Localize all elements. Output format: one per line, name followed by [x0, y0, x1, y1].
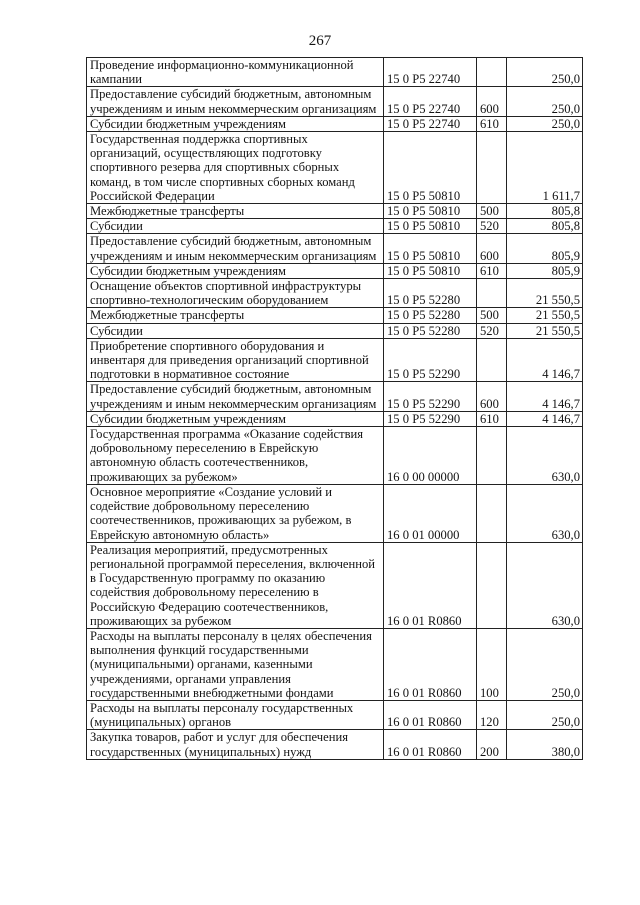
expense-type: 520 [477, 219, 507, 234]
amount: 250,0 [507, 700, 583, 729]
row-description: Государственная программа «Оказание содействия добровольному переселению в Еврейскую автономную область соотечественников, проживающих за рубежом» [87, 427, 384, 485]
table-row [87, 323, 583, 338]
table-row [87, 382, 583, 411]
table-row [87, 87, 583, 116]
expense-type: 200 [477, 730, 507, 759]
expense-type: 610 [477, 411, 507, 426]
row-description: Субсидии [87, 219, 384, 234]
target-code: 15 0 P5 22740 [384, 58, 477, 87]
expense-type: 600 [477, 234, 507, 263]
amount: 1 611,7 [507, 132, 583, 204]
target-code: 15 0 P5 52290 [384, 411, 477, 426]
table-row [87, 234, 583, 263]
target-code: 15 0 P5 52280 [384, 279, 477, 308]
target-code: 16 0 00 00000 [384, 427, 477, 485]
row-description: Предоставление субсидий бюджетным, автономным учреждениям и иным некоммерческим организациям [87, 382, 384, 411]
expense-type: 120 [477, 700, 507, 729]
expense-type: 500 [477, 308, 507, 323]
table-row [87, 628, 583, 700]
expense-type: 610 [477, 263, 507, 278]
row-description: Предоставление субсидий бюджетным, автономным учреждениям и иным некоммерческим организациям [87, 87, 384, 116]
target-code: 16 0 01 R0860 [384, 730, 477, 759]
target-code: 15 0 P5 22740 [384, 87, 477, 116]
table-row [87, 484, 583, 542]
expense-type: 500 [477, 204, 507, 219]
expense-type: 600 [477, 87, 507, 116]
amount: 805,8 [507, 204, 583, 219]
target-code: 15 0 P5 52280 [384, 323, 477, 338]
amount: 630,0 [507, 427, 583, 485]
budget-table-body [87, 58, 583, 760]
amount: 630,0 [507, 542, 583, 628]
table-row [87, 427, 583, 485]
table-row [87, 700, 583, 729]
table-row [87, 730, 583, 759]
amount: 4 146,7 [507, 382, 583, 411]
expense-type [477, 542, 507, 628]
expense-type: 100 [477, 628, 507, 700]
amount: 380,0 [507, 730, 583, 759]
expense-type [477, 279, 507, 308]
amount: 21 550,5 [507, 323, 583, 338]
table-row [87, 116, 583, 131]
amount: 250,0 [507, 116, 583, 131]
row-description: Государственная поддержка спортивных организаций, осуществляющих подготовку спортивного резерва для спортивных сборных команд, в том числе спортивных сборных команд Российской Федерации [87, 132, 384, 204]
table-row [87, 542, 583, 628]
expense-type [477, 427, 507, 485]
target-code: 15 0 P5 50810 [384, 263, 477, 278]
target-code: 15 0 P5 22740 [384, 116, 477, 131]
expense-type [477, 132, 507, 204]
table-row [87, 132, 583, 204]
amount: 250,0 [507, 58, 583, 87]
table-row [87, 411, 583, 426]
budget-table [86, 57, 583, 760]
amount: 21 550,5 [507, 279, 583, 308]
target-code: 16 0 01 R0860 [384, 628, 477, 700]
target-code: 15 0 P5 50810 [384, 219, 477, 234]
table-row [87, 338, 583, 382]
target-code: 16 0 01 R0860 [384, 700, 477, 729]
row-description: Субсидии бюджетным учреждениям [87, 263, 384, 278]
target-code: 16 0 01 R0860 [384, 542, 477, 628]
row-description: Межбюджетные трансферты [87, 204, 384, 219]
row-description: Субсидии [87, 323, 384, 338]
amount: 250,0 [507, 628, 583, 700]
row-description: Реализация мероприятий, предусмотренных региональной программой переселения, включенной в Государственную программу по оказанию содействия добровольному переселению в Российскую Федерацию соотечественников, проживающих за рубежом [87, 542, 384, 628]
target-code: 16 0 01 00000 [384, 484, 477, 542]
amount: 4 146,7 [507, 411, 583, 426]
row-description: Предоставление субсидий бюджетным, автономным учреждениям и иным некоммерческим организациям [87, 234, 384, 263]
expense-type: 520 [477, 323, 507, 338]
row-description: Оснащение объектов спортивной инфраструктуры спортивно-технологическим оборудованием [87, 279, 384, 308]
target-code: 15 0 P5 50810 [384, 204, 477, 219]
row-description: Расходы на выплаты персоналу государственных (муниципальных) органов [87, 700, 384, 729]
target-code: 15 0 P5 52280 [384, 308, 477, 323]
table-row [87, 308, 583, 323]
table-row [87, 263, 583, 278]
target-code: 15 0 P5 52290 [384, 382, 477, 411]
expense-type: 600 [477, 382, 507, 411]
page-number: 267 [308, 33, 332, 49]
amount: 805,9 [507, 234, 583, 263]
row-description: Основное мероприятие «Создание условий и содействие добровольному переселению соотечественников, проживающих за рубежом, в Еврейскую автономную область» [87, 484, 384, 542]
row-description: Межбюджетные трансферты [87, 308, 384, 323]
target-code: 15 0 P5 52290 [384, 338, 477, 382]
amount: 805,8 [507, 219, 583, 234]
table-row [87, 219, 583, 234]
amount: 805,9 [507, 263, 583, 278]
expense-type [477, 338, 507, 382]
expense-type [477, 484, 507, 542]
row-description: Проведение информационно-коммуникационной кампании [87, 58, 384, 87]
table-row [87, 58, 583, 87]
row-description: Приобретение спортивного оборудования и инвентаря для приведения организаций спортивной подготовки в нормативное состояние [87, 338, 384, 382]
target-code: 15 0 P5 50810 [384, 132, 477, 204]
table-row [87, 279, 583, 308]
amount: 630,0 [507, 484, 583, 542]
amount: 250,0 [507, 87, 583, 116]
target-code: 15 0 P5 50810 [384, 234, 477, 263]
amount: 21 550,5 [507, 308, 583, 323]
expense-type [477, 58, 507, 87]
expense-type: 610 [477, 116, 507, 131]
row-description: Расходы на выплаты персоналу в целях обеспечения выполнения функций государственными (муниципальными) органами, казенными учреждениями, органами управления государственными внебюджетными фондами [87, 628, 384, 700]
table-row [87, 204, 583, 219]
amount: 4 146,7 [507, 338, 583, 382]
row-description: Субсидии бюджетным учреждениям [87, 411, 384, 426]
row-description: Субсидии бюджетным учреждениям [87, 116, 384, 131]
row-description: Закупка товаров, работ и услуг для обеспечения государственных (муниципальных) нужд [87, 730, 384, 759]
